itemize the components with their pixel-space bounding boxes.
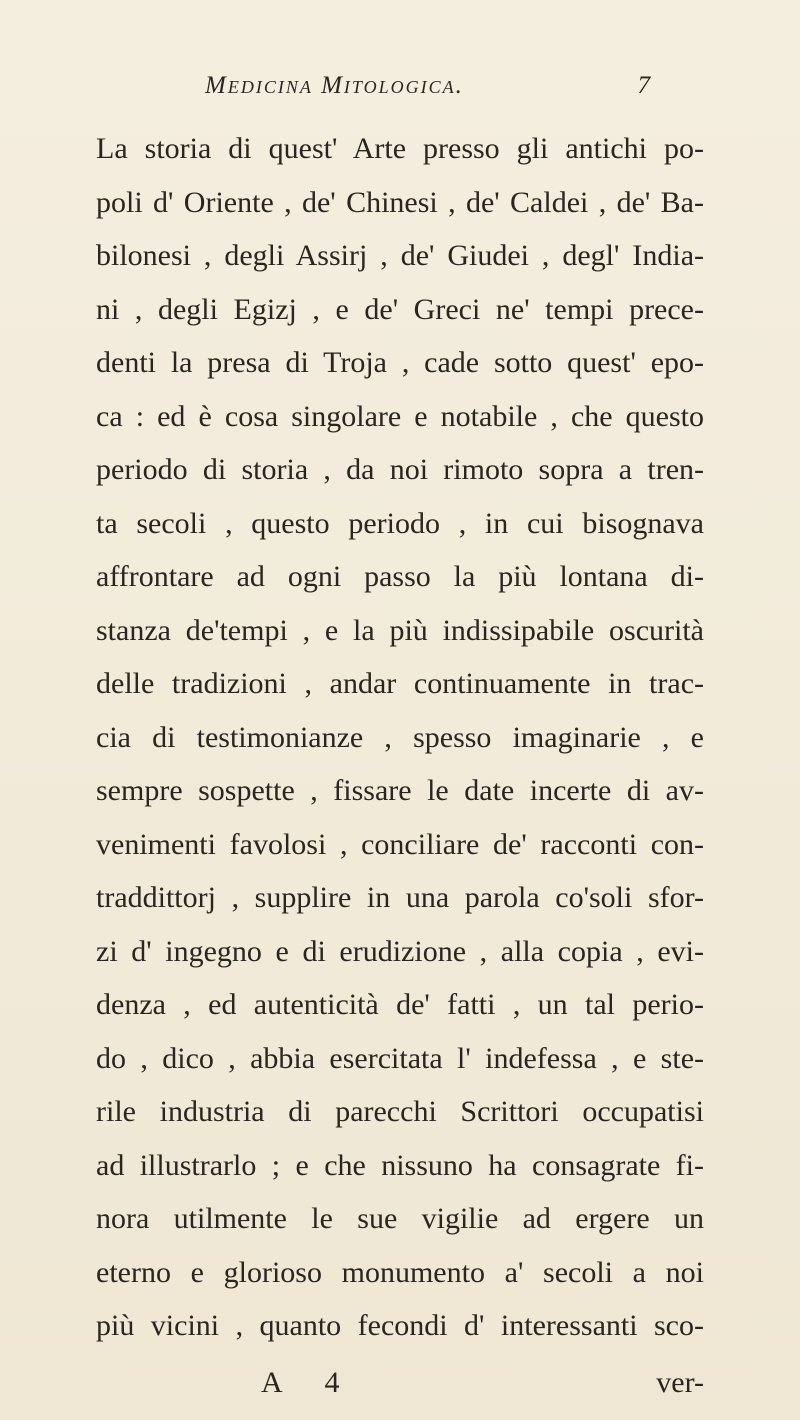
text-line: denti la presa di Troja , cade sotto quest' epo- [96, 346, 704, 379]
text-line: La storia di quest' Arte presso gli antichi po- [96, 132, 704, 165]
text-line: zi d' ingegno e di erudizione , alla copia , evi- [96, 934, 704, 968]
page-footer [96, 1366, 704, 1406]
text-line: delle tradizioni , andar continuamente in trac- [96, 667, 704, 700]
text-line: ca : ed è cosa singolare e notabile , che questo [96, 399, 704, 433]
text-line: traddittorj , supplire in una parola co'soli sfor- [96, 881, 704, 914]
text-line: ta secoli , questo periodo , in cui bisognava [96, 506, 704, 540]
text-line: eterno e glorioso monumento a' secoli a noi [96, 1255, 704, 1289]
running-title: Medicina Mitologica. [205, 72, 464, 99]
text-line: più vicini , quanto fecondi d' interessanti sco- [96, 1309, 704, 1342]
page-number: 7 [637, 72, 650, 99]
text-line: ad illustrarlo ; e che nissuno ha consagrate fi- [96, 1148, 704, 1182]
text-line: do , dico , abbia esercitata l' indefessa , e ste- [96, 1041, 704, 1075]
running-head [205, 72, 650, 108]
text-line: periodo di storia , da noi rimoto sopra a tren- [96, 453, 704, 486]
text-line: nora utilmente le sue vigilie ad ergere un [96, 1202, 704, 1235]
text-line: affrontare ad ogni passo la più lontana di- [96, 560, 704, 593]
text-line: poli d' Oriente , de' Chinesi , de' Caldei , de' Ba- [96, 185, 704, 219]
text-line: sempre sospette , fissare le date incerte di av- [96, 774, 704, 807]
text-line: venimenti favolosi , conciliare de' racconti con- [96, 827, 704, 861]
text-line: stanza de'tempi , e la più indissipabile oscurità [96, 613, 704, 647]
text-line: ni , degli Egizj , e de' Greci ne' tempi prece- [96, 292, 704, 326]
catchword: ver- [656, 1366, 704, 1399]
text-line: bilonesi , degli Assirj , de' Giudei , degl' India- [96, 239, 704, 272]
text-line: denza , ed autenticità de' fatti , un tal perio- [96, 988, 704, 1021]
text-line: cia di testimonianze , spesso imaginarie , e [96, 720, 704, 754]
signature-mark: A 4 [261, 1366, 358, 1399]
body-text [96, 122, 704, 1353]
text-line: rile industria di parecchi Scrittori occupatisi [96, 1095, 704, 1128]
